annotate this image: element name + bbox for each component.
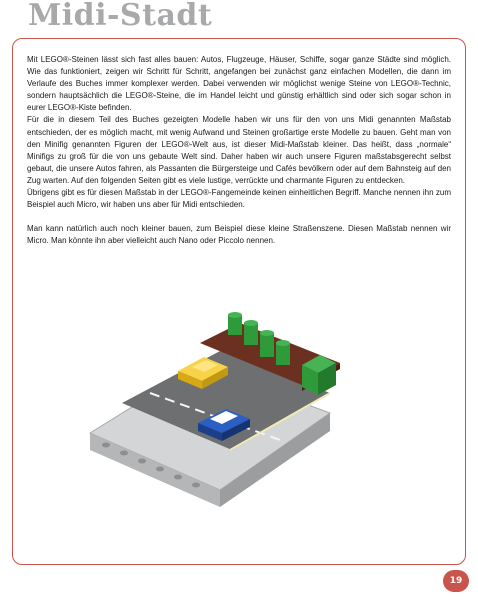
paragraph-micro: Man kann natürlich auch noch kleiner bauen, zum Beispiel diese kleine Straßenszene. Diesen Maßstab nennen wir Micro. Man könnte ihn aber vielleicht auch Nano oder Piccolo nennen. [27, 224, 451, 246]
page-number-badge [443, 570, 469, 592]
page-title: Midi-Stadt [28, 0, 213, 33]
page-number: 19 [449, 576, 463, 586]
tree-4 [276, 340, 290, 365]
paragraph-intro: Mit LEGO®-Steinen lässt sich fast alles bauen: Autos, Flugzeuge, Häuser, Schiffe, sogar ganze Städte sind möglich. Wie das funktioniert, zeigen wir Schritt für Schritt, angefangen bei zunächst ganz einfachen Modellen, die dann im Verlaufe des Buches immer komplexer werden. Dabei verwenden wir möglichst wenige Steine von LEGO®-Technic, sondern hauptsächlich die LEGO®-Steine, die im Handel leicht und günstig erhältlich sind oder sich sogar schon in eurer LEGO®-Kiste befinden. [27, 55, 451, 113]
paragraph-scale: Für die in diesem Teil des Buches gezeigten Modelle haben wir uns für den von uns Midi genannten Maßstab entschieden, der es möglich macht, mit wenig Aufwand und Steinen großartige erste Modelle zu bauen. Geht man von den Minifig genannten Figuren der LEGO®-Welt aus, ist dieser Midi-Maßstab kleiner. Das heißt, dass „normale“ Minifigs zu groß für die von uns gebaute Welt sind. Daher haben wir auch unsere Figuren maßstabsgerecht selbst gebaut, die unsere Autos fahren, als Passanten die Bürgersteige und Cafés bevölkern oder auf dem Bahnsteig auf den Zug warten. Auf den folgenden Seiten gibt es viele lustige, verrückte und charmante Figuren zu entdecken. [27, 115, 451, 185]
paragraph-naming: Übrigens gibt es für diesen Maßstab in der LEGO®-Fangemeinde keinen einheitlichen Begriff. Manche nennen ihn zum Beispiel auch Micro, wir haben uns aber für Midi entschieden. [27, 188, 451, 210]
tree-1 [228, 312, 242, 335]
tree-2 [244, 320, 258, 345]
body-text [27, 54, 451, 247]
lego-street-scene-image [80, 285, 400, 515]
tree-3 [260, 330, 274, 357]
